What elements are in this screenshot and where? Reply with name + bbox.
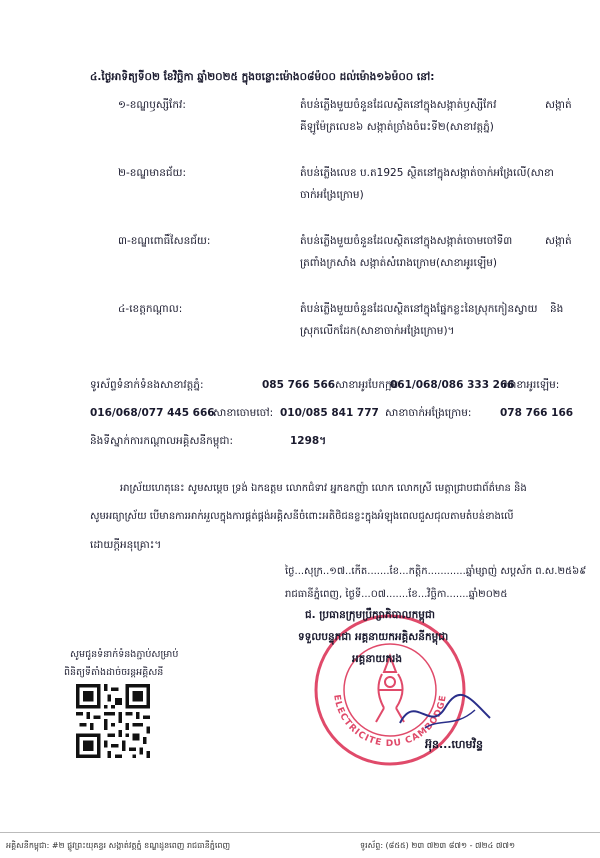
- area-text: តំបន់ភ្លើងមួយចំនួនដែលស្ថិតនៅក្នុងសង្កាត់ចោមចៅទី៣: [300, 235, 513, 247]
- area-text: ចាក់អង្រែក្រោម): [300, 189, 364, 201]
- district-label: ៣-ខណ្ឌពោធិ៍សែនជ័យ:: [118, 235, 211, 247]
- area-text: សង្កាត់: [545, 99, 572, 111]
- contact-intro: ទូរស័ព្ទទំនាក់ទំនងសាខាវត្តភ្នំ:: [90, 379, 204, 391]
- district-label: ១-ខណ្ឌឫស្សីកែវ:: [118, 99, 186, 111]
- signature-deputy: អគ្គនាយករង: [352, 653, 402, 665]
- closing-line: សូមអធ្យាស្រ័យ បើមានការអាក់អួលក្នុងការផ្គត់ផ្គង់អគ្គិសនីចំពោះអតិថិជនខ្លះក្នុងអំឡុងពេលជួសជុលតាមតំបន់ខាងលើ: [90, 511, 514, 522]
- area-text: តំបន់ភ្លើងមួយចំនួនដែលស្ថិតនៅក្នុងផ្នែកខ្លះនៃស្រុកកៀនស្វាយ: [300, 303, 538, 315]
- contact-label: សាខាចាក់អង្រែក្រោម:: [385, 407, 472, 419]
- qr-note-line: សូមជូនទំនាក់ទំនងភ្ជាប់សម្រាប់: [70, 649, 179, 660]
- handwritten-signature: [395, 688, 495, 738]
- schedule-heading: ៤.ថ្ងៃអាទិត្យទី០២ ខែវិច្ឆិកា ឆ្នាំ២០២៥ ក្នុងចន្លោះម៉ោង០៨ម៉០០ ដល់ម៉ោង១៦ម៉០០ នៅ:: [90, 71, 435, 83]
- hq-label: និងទីស្នាក់ការកណ្ដាលអគ្គិសនីកម្ពុជា:: [90, 435, 233, 447]
- area-text: តំបន់ភ្លើងមួយចំនួនដែលស្ថិតនៅក្នុងសង្កាត់ឫស្សីកែវ: [300, 99, 497, 111]
- phone-wattphnom: 085 766 566: [262, 379, 336, 391]
- district-label: ៤-ខេត្តកណ្ដាល:: [118, 303, 183, 315]
- footer-address: អគ្គិសនីកម្ពុជា: #២ ផ្លូវព្រះយុគន្ធរ សង្កាត់វត្តភ្នំ ខណ្ឌដូនពេញ រាជធានីភ្នំពេញ: [6, 841, 231, 850]
- phone-chakangre: 078 766 166: [500, 407, 574, 419]
- signature-for: ជ. ប្រធានក្រុមប្រឹក្សាភិបាលកម្ពុជា: [305, 609, 435, 621]
- qr-code-icon[interactable]: [76, 684, 150, 758]
- area-text: គីឡូម៉ែត្រលេខ៦ សង្កាត់ច្រាំងចំរេះទី២(សាខាវត្តភ្នំ): [300, 121, 494, 133]
- closing-line: ដោយក្ដីអនុគ្រោះ។: [90, 539, 162, 551]
- area-text: សង្កាត់: [545, 235, 572, 247]
- lunar-date: ថ្ងៃ...សុក្រ..១៧..កើត.......ខែ...កត្តិក............ឆ្នាំម្សាញ់ សប្តស័ក ព.ស.២៥៦៩: [285, 566, 587, 577]
- phone-choamchao: 010/085 841 777: [280, 407, 379, 419]
- area-text: ស្រុកលើកដែក(សាខាចាក់អង្រែក្រោម)។: [300, 325, 455, 337]
- solar-date: រាជធានីភ្នំពេញ, ថ្ងៃទី...០៧.......ខែ...វិច្ឆិកា.......ឆ្នាំ២០២៥: [285, 589, 508, 600]
- phone-oroeum: 016/068/077 445 666: [90, 407, 215, 419]
- area-text: ត្រពាំងក្រសាំង សង្កាត់សំរោងក្រោម(សាខាអូរឡើម): [300, 257, 498, 269]
- signature-resp: ទទួលបន្ទុកជា អគ្គនាយកអគ្គិសនីកម្ពុជា: [298, 631, 449, 643]
- phone-orbekam: 061/068/086 333 266: [390, 379, 515, 391]
- phone-hq: 1298។: [290, 435, 327, 447]
- closing-line: អាស្រ័យហេតុនេះ សូមសម្ដេច ទ្រង់ ឯកឧត្តម លោកជំទាវ អ្នកឧកញ៉ា លោក លោកស្រី មេត្តាជ្រាបជាព័ត៌មាន និង: [120, 483, 527, 494]
- footer-phone: ទូរស័ព្ទ: (៨៥៥) ២៣ ៧២៣ ៨៧១ - ៧២៤ ៧៧១: [360, 841, 516, 850]
- area-text: តំបន់ភ្លើងលេខ ប.ត1925 ស្ថិតនៅក្នុងសង្កាត់ចាក់អង្រែលើ(សាខា: [300, 167, 554, 179]
- footer-divider: [0, 832, 600, 833]
- qr-note-line: ពិនិត្យទីតាំងដាច់ចរន្តអគ្គិសនី: [64, 667, 164, 678]
- area-text: និង: [550, 303, 564, 315]
- stamp-text: ELECTRICITE DU CAMBODGE: [331, 693, 449, 750]
- signer-name: អ៊ុន...ហេមវិន្ទ: [425, 738, 483, 751]
- contact-label: សាខាចោមចៅ:: [213, 407, 274, 419]
- district-label: ២-ខណ្ឌមានជ័យ:: [118, 167, 187, 179]
- contact-label: សាខាអូរឡើម:: [503, 379, 560, 391]
- contact-label: សាខាអូរបែកក្អម:: [335, 379, 402, 391]
